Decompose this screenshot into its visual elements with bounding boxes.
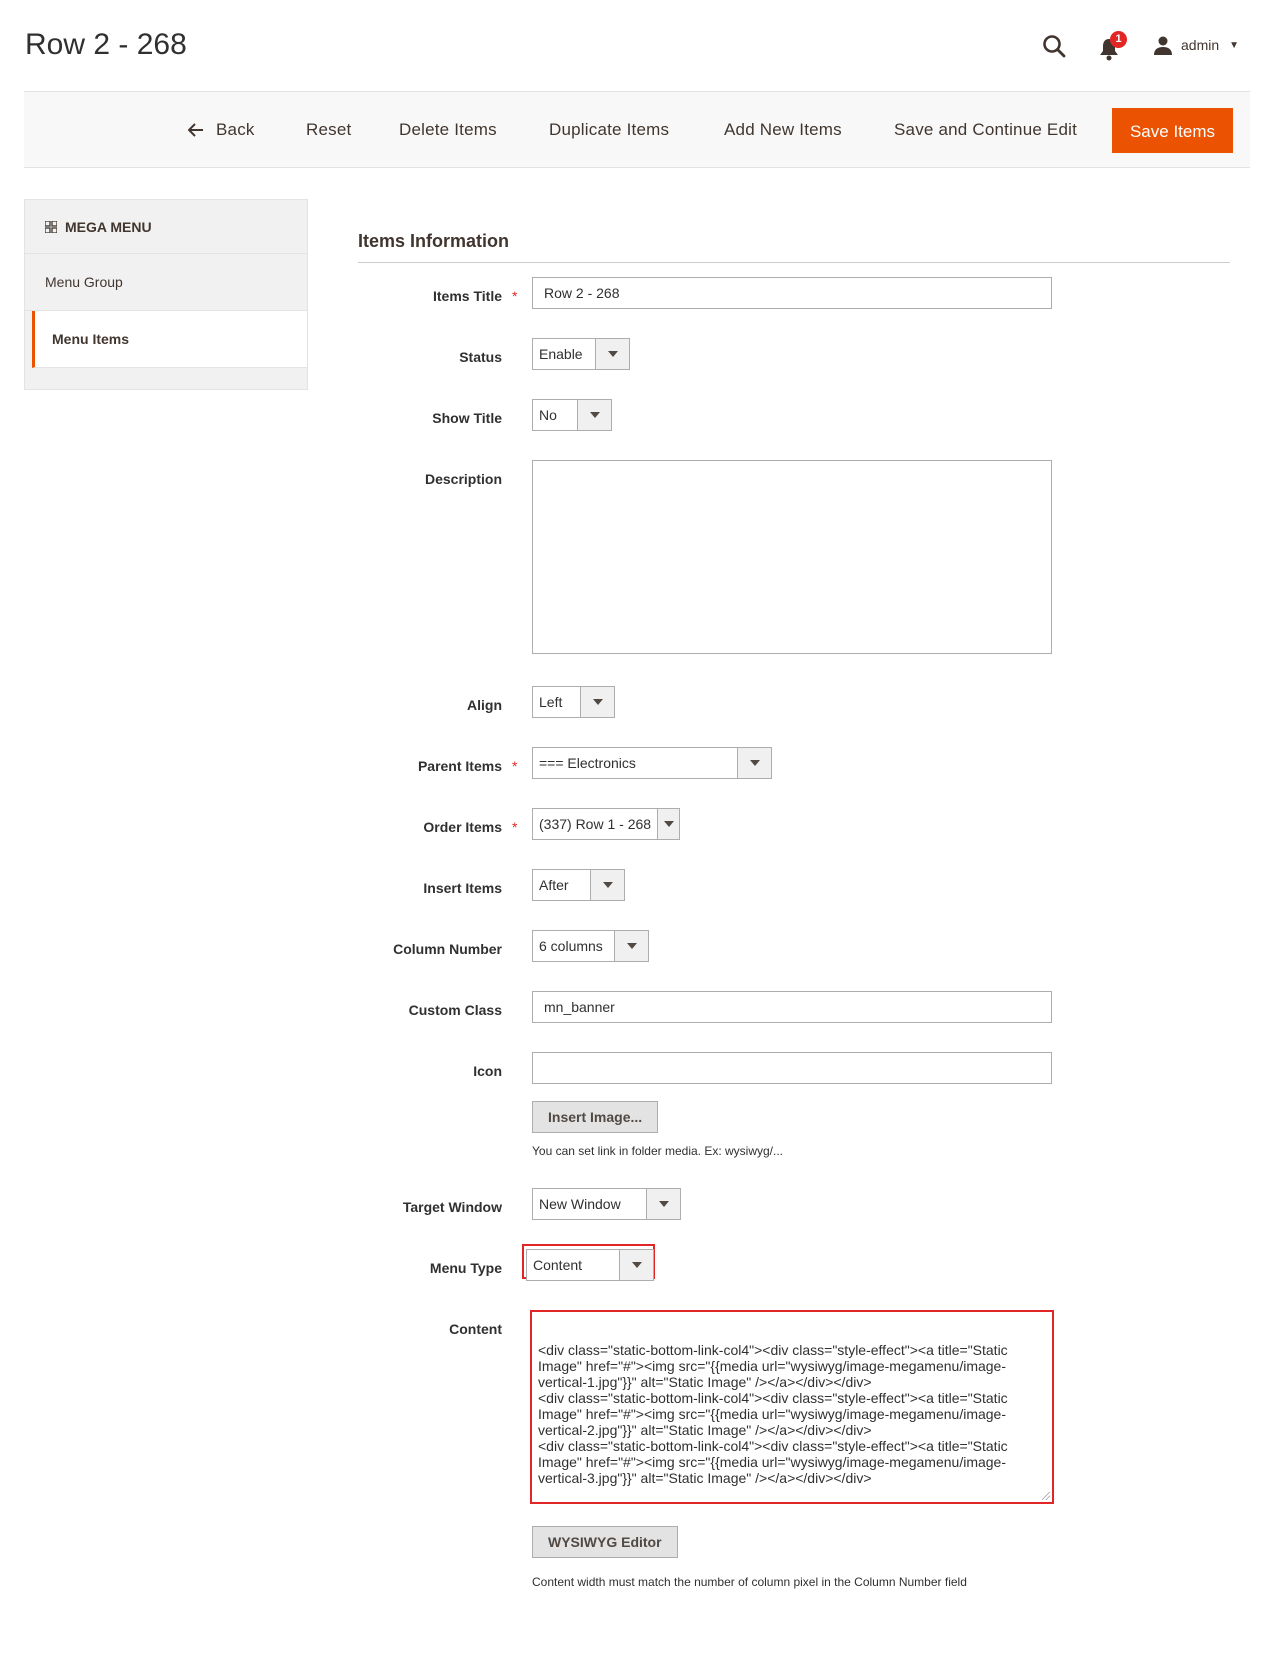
reset-button[interactable]: Reset	[306, 113, 351, 147]
menu-type-select[interactable]	[526, 1249, 654, 1281]
sidebar-item-menu-items[interactable]: Menu Items	[32, 311, 307, 368]
custom-class-input[interactable]: mn_banner	[532, 991, 1052, 1023]
sidebar-title	[25, 200, 307, 254]
status-select-value: Enable	[539, 346, 583, 362]
page-title: Row 2 - 268	[25, 28, 187, 61]
sidebar-item-menu-group[interactable]: Menu Group	[25, 254, 307, 311]
order-items-select-value: (337) Row 1 - 268	[539, 816, 652, 832]
user-name: admin	[1181, 37, 1220, 53]
save-items-button[interactable]: Save Items	[1112, 108, 1233, 153]
chevron-down-icon	[590, 870, 624, 900]
back-button-label: Back	[216, 120, 255, 139]
status-label: Status	[459, 349, 502, 365]
chevron-down-icon	[577, 400, 611, 430]
delete-items-button[interactable]: Delete Items	[399, 113, 497, 147]
chevron-down-icon	[619, 1250, 653, 1280]
description-textarea[interactable]	[532, 460, 1052, 654]
menu-type-select-value: Content	[533, 1257, 583, 1273]
notifications-bell-icon[interactable]	[1098, 33, 1126, 61]
insert-items-label: Insert Items	[423, 880, 502, 896]
menu-type-label: Menu Type	[429, 1260, 502, 1276]
chevron-down-icon	[595, 339, 629, 369]
sidebar-title-label: MEGA MENU	[65, 218, 152, 235]
target-window-select[interactable]	[532, 1188, 681, 1220]
order-items-select[interactable]	[532, 808, 680, 840]
chevron-down-icon: ▼	[1229, 39, 1240, 51]
icon-input[interactable]	[532, 1052, 1052, 1084]
notification-count-badge: 1	[1110, 31, 1127, 48]
align-label: Align	[467, 697, 502, 713]
wysiwyg-editor-button[interactable]: WYSIWYG Editor	[532, 1526, 678, 1558]
chevron-down-icon	[737, 748, 771, 778]
page-actions-toolbar	[24, 91, 1250, 168]
items-title-input[interactable]: Row 2 - 268	[532, 277, 1052, 309]
user-icon	[1153, 35, 1173, 55]
column-number-select[interactable]	[532, 930, 649, 962]
icon-label: Icon	[473, 1063, 502, 1079]
show-title-select[interactable]	[532, 399, 612, 431]
parent-items-select[interactable]	[532, 747, 772, 779]
section-divider	[358, 262, 1230, 263]
insert-items-select-value: After	[539, 877, 569, 893]
items-title-label: Items Title	[433, 288, 502, 304]
content-note: Content width must match the number of column pixel in the Column Number field	[532, 1575, 967, 1589]
back-button[interactable]	[188, 113, 255, 147]
parent-items-label: Parent Items	[417, 758, 502, 774]
chevron-down-icon	[657, 809, 679, 839]
search-icon[interactable]	[1042, 34, 1068, 60]
grid-icon	[45, 221, 57, 233]
add-new-items-button[interactable]: Add New Items	[724, 113, 842, 147]
custom-class-label: Custom Class	[408, 1002, 502, 1018]
insert-image-button[interactable]: Insert Image...	[532, 1101, 658, 1133]
description-label: Description	[424, 471, 502, 487]
user-account-menu[interactable]	[1153, 32, 1239, 58]
content-textarea-value: <div class="static-bottom-link-col4"><div class="style-effect"><a title="Static Image" href="#"><img src="{{media url="wysiwyg/image-megamenu/image-vertical-1.jpg"}}" alt="Static Image" /></a></div></div> <div class="static-bottom-link-col4"><div class="style-effect"><a title="Static Image" href="#"><img src="{{media url="wysiwyg/image-megamenu/image-vertical-2.jpg"}}" alt="Static Image" /></a></div></div> <div class="static-bottom-link-col4"><div class="style-effect"><a title="Static Image" href="#"><img src="{{media url="wysiwyg/image-megamenu/image-vertical-3.jpg"}}" alt="Static Image" /></a></div></div>	[538, 1342, 1008, 1486]
icon-note: You can set link in folder media. Ex: wysiwyg/...	[532, 1144, 784, 1158]
sidebar	[24, 199, 308, 390]
target-window-label: Target Window	[402, 1199, 502, 1215]
section-title: Items Information	[358, 231, 510, 251]
status-select[interactable]	[532, 338, 630, 370]
column-number-select-value: 6 columns	[539, 938, 603, 954]
required-marker: *	[512, 288, 518, 304]
align-select-value: Left	[539, 694, 563, 710]
parent-items-select-value: === Electronics	[539, 755, 636, 771]
duplicate-items-button[interactable]: Duplicate Items	[549, 113, 669, 147]
content-label: Content	[449, 1321, 502, 1337]
insert-items-select[interactable]	[532, 869, 625, 901]
align-select[interactable]	[532, 686, 615, 718]
chevron-down-icon	[580, 687, 614, 717]
chevron-down-icon	[646, 1189, 680, 1219]
arrow-left-icon	[188, 123, 204, 137]
save-and-continue-button[interactable]: Save and Continue Edit	[894, 113, 1077, 147]
order-items-label: Order Items	[423, 819, 502, 835]
column-number-label: Column Number	[393, 941, 502, 957]
required-marker: *	[512, 819, 518, 835]
required-marker: *	[512, 758, 518, 774]
resize-handle[interactable]	[1042, 1492, 1050, 1500]
target-window-select-value: New Window	[539, 1196, 621, 1212]
show-title-label: Show Title	[432, 410, 502, 426]
chevron-down-icon	[614, 931, 648, 961]
show-title-select-value: No	[539, 407, 557, 423]
